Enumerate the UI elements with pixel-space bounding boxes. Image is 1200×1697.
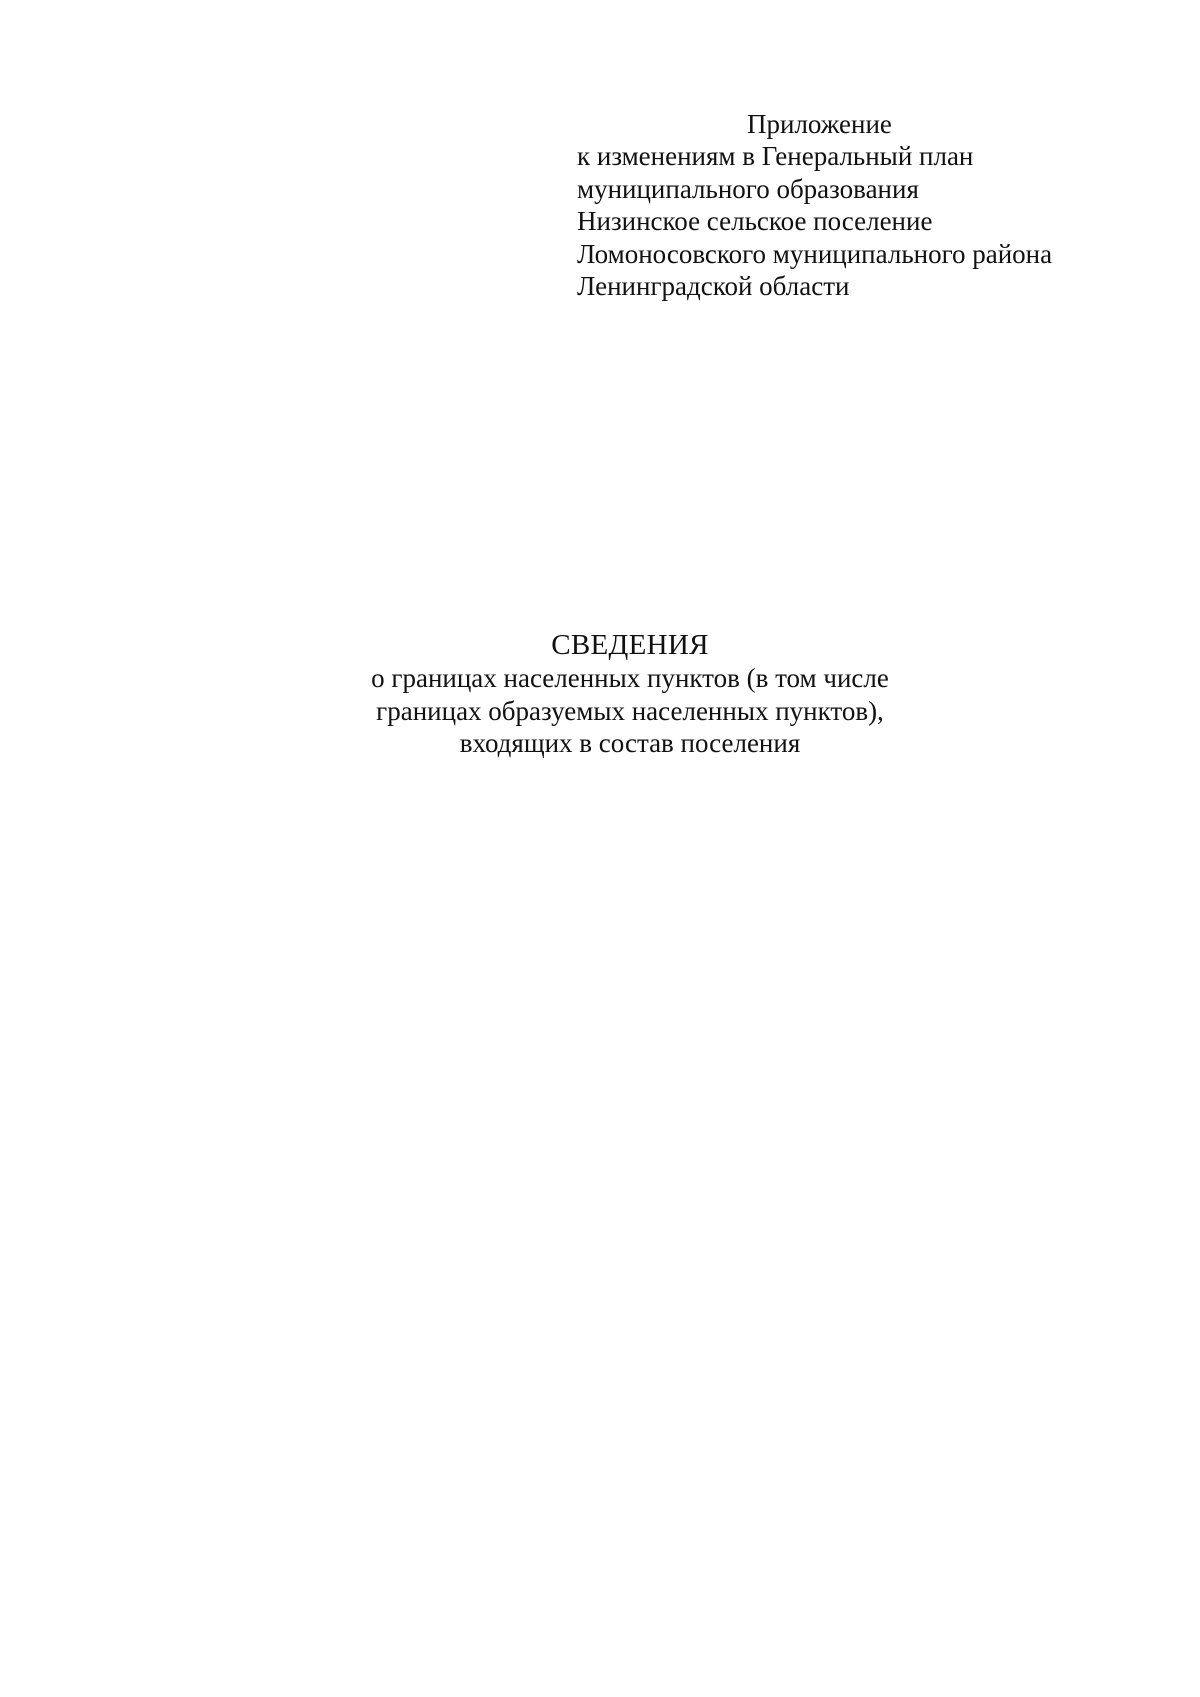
appendix-line: Ломоносовского муниципального района	[577, 238, 1053, 269]
info-subtitle	[300, 662, 960, 760]
appendix-line: Ленинградской области	[577, 271, 850, 301]
appendix-lines	[577, 140, 1052, 303]
info-line: входящих в состав поселения	[459, 728, 801, 758]
info-line: о границах населенных пунктов (в том числе	[371, 663, 889, 693]
appendix-line: Низинское сельское поселение	[577, 206, 933, 236]
appendix-title: Приложение	[747, 109, 892, 139]
info-section	[300, 628, 960, 760]
info-title: СВЕДЕНИЯ	[551, 629, 709, 661]
appendix-line: к изменениям в Генеральный план	[577, 141, 974, 171]
info-line: границах образуемых населенных пунктов),	[376, 695, 884, 726]
appendix-line: муниципального образования	[577, 173, 919, 204]
